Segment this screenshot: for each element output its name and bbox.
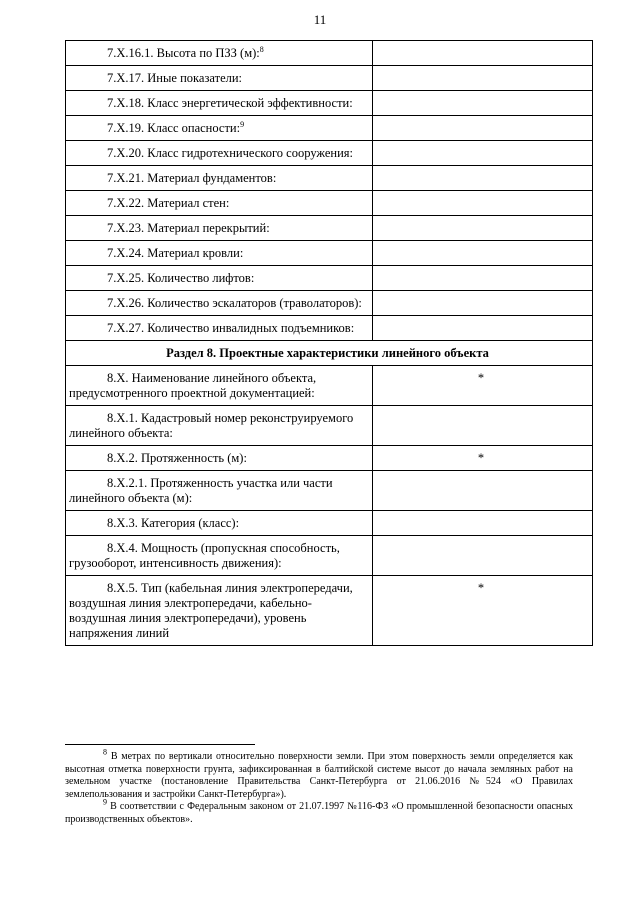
row-code: 7.X.18. xyxy=(107,96,145,110)
row-label: Класс опасности: xyxy=(147,121,241,135)
table-row xyxy=(66,41,593,66)
footnote-ref[interactable]: 8 xyxy=(259,44,264,54)
row-label-cell xyxy=(66,41,373,66)
row-value-cell[interactable] xyxy=(373,191,593,216)
row-value-cell[interactable] xyxy=(373,536,593,576)
table-row xyxy=(66,191,593,216)
row-label: Мощность (пропускная способность, грузооборот, интенсивность движения): xyxy=(69,541,340,570)
row-code: 8.X.4. xyxy=(107,541,138,555)
row-label: Материал фундаментов: xyxy=(147,171,277,185)
row-label-cell xyxy=(66,446,373,471)
row-label-cell xyxy=(66,471,373,511)
row-label: Количество инвалидных подъемников: xyxy=(147,321,355,335)
footnote-ref[interactable]: 9 xyxy=(240,119,245,129)
row-label-cell xyxy=(66,241,373,266)
row-label-cell xyxy=(66,66,373,91)
section-header-row xyxy=(66,341,593,366)
row-label-cell xyxy=(66,266,373,291)
row-value-cell[interactable] xyxy=(373,511,593,536)
row-value-cell[interactable]: * xyxy=(373,576,593,646)
row-value-cell[interactable] xyxy=(373,66,593,91)
row-label: Класс энергетической эффективности: xyxy=(147,96,353,110)
page-number: 11 xyxy=(313,12,327,27)
table-row xyxy=(66,66,593,91)
row-value-cell[interactable] xyxy=(373,216,593,241)
row-label: Категория (класс): xyxy=(141,516,240,530)
table-row xyxy=(66,116,593,141)
footnotes xyxy=(65,747,574,827)
table-row xyxy=(66,141,593,166)
table-row xyxy=(66,366,593,406)
row-label-cell xyxy=(66,116,373,141)
footnote-text: В соответствии с Федеральным законом от 21.07.1997 №116-ФЗ «О промышленной безопасности опасных производственных объектов». xyxy=(65,801,574,825)
row-label: Количество эскалаторов (траволаторов): xyxy=(147,296,362,310)
row-code: 7.X.17. xyxy=(107,71,145,85)
row-label: Наименование линейного объекта, предусмотренного проектной документацией: xyxy=(69,371,317,400)
row-label-cell xyxy=(66,511,373,536)
footnote-9 xyxy=(65,798,574,826)
row-value-cell[interactable] xyxy=(373,116,593,141)
row-code: 7.X.21. xyxy=(107,171,145,185)
table-row xyxy=(66,536,593,576)
row-label-cell xyxy=(66,141,373,166)
row-label-cell xyxy=(66,91,373,116)
row-value-cell[interactable] xyxy=(373,406,593,446)
row-code: 8.X.1. xyxy=(107,411,138,425)
row-code: 7.X.23. xyxy=(107,221,145,235)
row-code: 7.X.16.1. xyxy=(107,46,154,60)
row-value-cell[interactable] xyxy=(373,241,593,266)
table-row xyxy=(66,166,593,191)
row-code: 7.X.24. xyxy=(107,246,145,260)
row-label-cell xyxy=(66,406,373,446)
row-label-cell xyxy=(66,576,373,646)
row-code: 8.X.3. xyxy=(107,516,138,530)
row-label: Протяженность (м): xyxy=(141,451,247,465)
row-value-cell[interactable]: * xyxy=(373,366,593,406)
row-label-cell xyxy=(66,191,373,216)
footnote-8 xyxy=(65,747,574,801)
row-label: Иные показатели: xyxy=(147,71,243,85)
table-row xyxy=(66,316,593,341)
row-code: 7.X.27. xyxy=(107,321,145,335)
table-row xyxy=(66,406,593,446)
row-label-cell xyxy=(66,536,373,576)
table-row xyxy=(66,511,593,536)
table-row xyxy=(66,216,593,241)
row-value-cell[interactable] xyxy=(373,471,593,511)
row-code: 7.X.20. xyxy=(107,146,145,160)
section-title: Раздел 8. Проектные характеристики линейного объекта xyxy=(66,341,593,366)
form-table xyxy=(65,40,593,646)
row-label: Материал перекрытий: xyxy=(147,221,270,235)
row-label-cell xyxy=(66,366,373,406)
row-code: 8.X.5. xyxy=(107,581,138,595)
row-label: Материал стен: xyxy=(147,196,230,210)
row-label-cell xyxy=(66,291,373,316)
row-label: Кадастровый номер реконструируемого линейного объекта: xyxy=(69,411,354,440)
row-value-cell[interactable] xyxy=(373,141,593,166)
row-code: 7.X.19. xyxy=(107,121,145,135)
row-value-cell[interactable] xyxy=(373,291,593,316)
row-value-cell[interactable]: * xyxy=(373,446,593,471)
row-label: Протяженность участка или части линейного объекта (м): xyxy=(69,476,333,505)
row-label: Тип (кабельная линия электропередачи, воздушная линия электропередачи, кабельно-воздушная линия электропередачи), уровень напряжения линий xyxy=(69,581,353,640)
table-row xyxy=(66,241,593,266)
table-row xyxy=(66,291,593,316)
row-value-cell[interactable] xyxy=(373,166,593,191)
row-label: Класс гидротехнического сооружения: xyxy=(147,146,354,160)
row-label: Количество лифтов: xyxy=(147,271,255,285)
table-row xyxy=(66,471,593,511)
row-label-cell xyxy=(66,166,373,191)
row-code: 7.X.26. xyxy=(107,296,145,310)
row-value-cell[interactable] xyxy=(373,316,593,341)
footnote-divider xyxy=(65,744,255,745)
row-value-cell[interactable] xyxy=(373,91,593,116)
footnote-mark: 8 xyxy=(103,747,107,757)
row-label: Материал кровли: xyxy=(147,246,244,260)
row-code: 7.X.22. xyxy=(107,196,145,210)
row-code: 8.X.2. xyxy=(107,451,138,465)
row-value-cell[interactable] xyxy=(373,41,593,66)
row-code: 7.X.25. xyxy=(107,271,145,285)
table-row xyxy=(66,576,593,646)
row-label-cell xyxy=(66,316,373,341)
table-row xyxy=(66,91,593,116)
row-value-cell[interactable] xyxy=(373,266,593,291)
row-code: 8.X.2.1. xyxy=(107,476,148,490)
table-row xyxy=(66,446,593,471)
table-row xyxy=(66,266,593,291)
row-label-cell xyxy=(66,216,373,241)
footnote-mark: 9 xyxy=(103,798,107,808)
footnote-text: В метрах по вертикали относительно поверхности земли. При этом поверхность земли определяется как высотная отметка поверхности грунта, зафиксированная в балтийской системе высот до начала земляных работ на земельном участке (постановление Правительства Санкт-Петербурга от 21.06.2016 №524 «О Правилах землепользования и застройки Санкт-Петербурга»). xyxy=(65,751,574,800)
row-code: 8.X. xyxy=(107,371,129,385)
row-label: Высота по ПЗЗ (м): xyxy=(156,46,260,60)
